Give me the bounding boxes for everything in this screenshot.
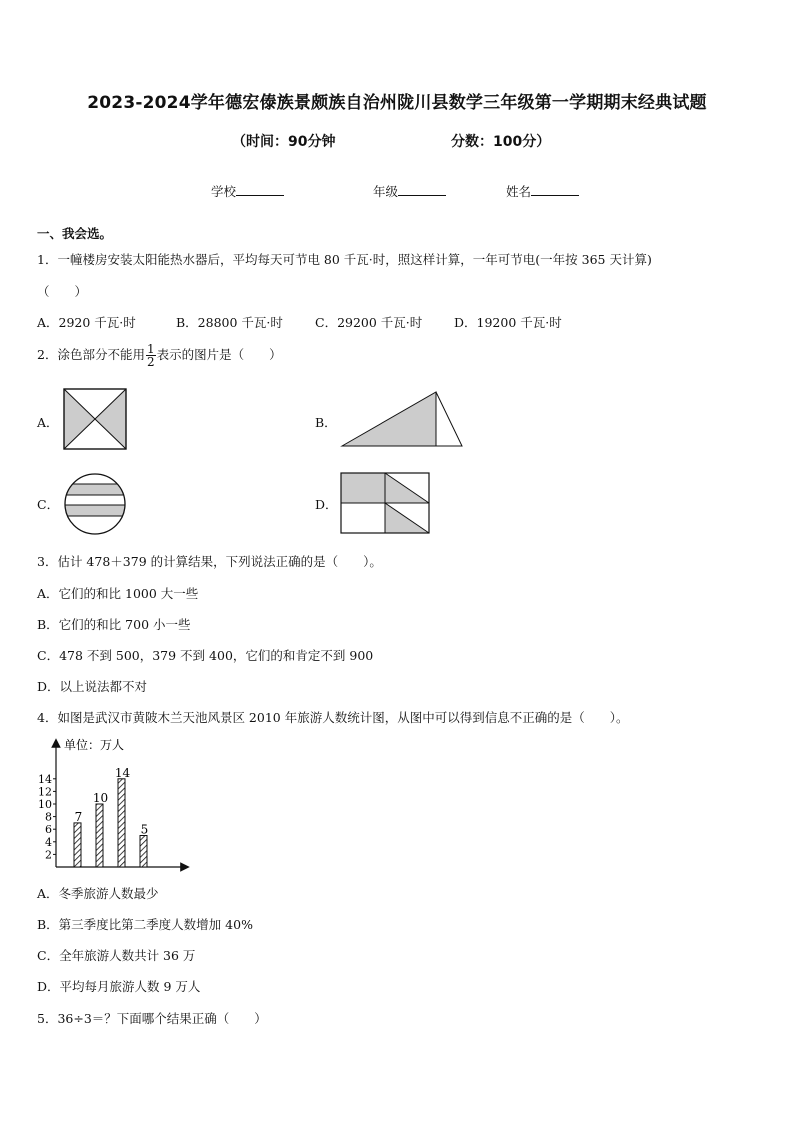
y-tick-label: 4 (45, 835, 52, 849)
bar-value-label: 7 (74, 809, 83, 824)
question-4-option-d: D．平均每月旅游人数 9 万人 (37, 979, 201, 994)
bar-4 (140, 836, 147, 868)
bar-1 (74, 823, 81, 867)
question-1-option-a: A．2920 千瓦·时 (37, 315, 136, 330)
question-2-label-a: A． (37, 415, 59, 430)
figure-a-square-x (63, 388, 127, 450)
bar-value-label: 14 (114, 765, 131, 780)
question-3-option-a: A．它们的和比 1000 大一些 (37, 586, 199, 601)
question-3-option-c: C．478 不到 500，379 不到 400，它们的和肯定不到 900 (37, 648, 374, 663)
question-1-paren: （ ） (37, 284, 88, 299)
question-4-option-a: A．冬季旅游人数最少 (37, 886, 159, 901)
question-1-option-d: D．19200 千瓦·时 (454, 315, 562, 330)
page-title: 2023-2024学年德宏傣族景颇族自治州陇川县数学三年级第一学期期末经典试题 (87, 93, 707, 113)
question-2-label-c: C． (37, 497, 60, 512)
question-4-text: 4．如图是武汉市黄陂木兰天池风景区 2010 年旅游人数统计图，从图中可以得到信息不正确的是（ ）。 (37, 710, 629, 725)
y-tick-label: 14 (38, 772, 52, 786)
chart-unit-label: 单位：万人 (64, 738, 125, 752)
question-2-label-b: B． (315, 415, 337, 430)
bar-value-label: 5 (140, 822, 149, 837)
figure-b-shaded-part (342, 392, 436, 446)
question-2-text: 2．涂色部分不能用 $\frac{1}{2}$ 表示的图片是（ ） (37, 342, 282, 369)
school-field: 学校 (211, 182, 284, 200)
name-field: 姓名 (506, 182, 579, 200)
tourist-bar-chart (30, 735, 195, 873)
bar-3 (118, 779, 125, 867)
question-3-text: 3．估计 478＋379 的计算结果，下列说法正确的是（ ）。 (37, 554, 382, 569)
question-4-option-c: C．全年旅游人数共计 36 万 (37, 948, 196, 963)
y-tick-label: 2 (45, 848, 52, 862)
fraction-one-half: $\frac{1}{2}$ (146, 342, 155, 369)
question-5-text: 5．36÷3＝？下面哪个结果正确（ ） (37, 1011, 267, 1026)
bar-value-label: 10 (92, 791, 109, 805)
figure-b-triangle (340, 390, 465, 448)
grade-field: 年级 (373, 182, 446, 200)
y-tick-label: 8 (45, 810, 52, 824)
question-4-option-b: B．第三季度比第二季度人数增加 40% (37, 917, 253, 932)
figure-a-left-shade (64, 389, 95, 449)
y-tick-label: 10 (38, 798, 52, 811)
bar-2 (96, 804, 103, 867)
figure-a-right-shade (95, 389, 126, 449)
y-tick-label: 12 (38, 785, 52, 799)
exam-time: （时间：90分钟 (232, 134, 336, 150)
figure-c-stripe-2 (62, 505, 128, 516)
question-2-label-d: D． (315, 497, 338, 512)
exam-score: 分数：100分） (451, 134, 551, 150)
question-1-text: 1．一幢楼房安装太阳能热水器后，平均每天可节电 80 千瓦·时，照这样计算，一年可节电(一年按 365 天计算) (37, 252, 652, 267)
figure-d-shaded-cell (341, 473, 385, 503)
y-tick-label: 6 (45, 823, 52, 837)
section-heading: 一、我会选。 (37, 226, 113, 241)
question-3-option-b: B．它们的和比 700 小一些 (37, 617, 191, 632)
figure-c-circle-stripes (62, 472, 128, 536)
question-1-option-c: C．29200 千瓦·时 (315, 315, 423, 330)
figure-d-grid (340, 472, 432, 534)
question-1-option-b: B．28800 千瓦·时 (176, 315, 283, 330)
question-3-option-d: D．以上说法都不对 (37, 679, 148, 694)
